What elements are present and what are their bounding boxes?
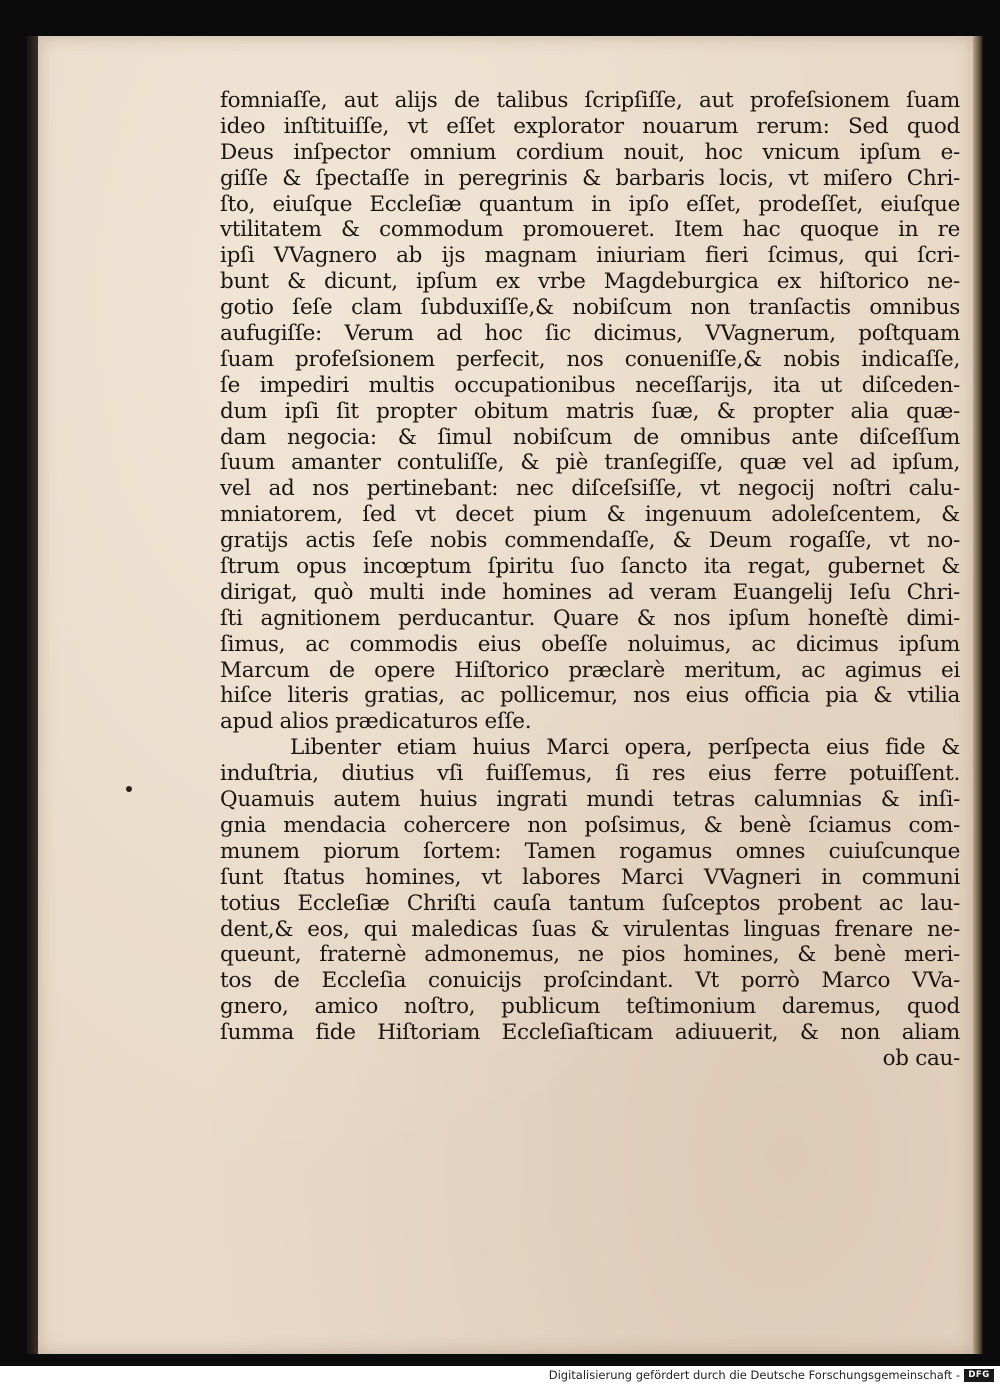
page-text xyxy=(220,88,960,1072)
text-line: dam negocia: & ſimul nobiſcum de omnibus ante diſceſſum xyxy=(220,424,960,450)
text-line: totius Eccleſiæ Chriſti cauſa tantum ſuſceptos probent ac lau- xyxy=(220,890,960,916)
text-line: apud alios prædicaturos eſſe. xyxy=(220,709,532,735)
text-line: Deus inſpector omnium cordium nouit, hoc vnicum ipſum e- xyxy=(220,139,960,165)
text-line: induſtria, diutius vſi fuiſſemus, ſi res eius ferre potuiſſent. xyxy=(220,761,960,787)
page-right-edge xyxy=(973,36,983,1354)
page-left-edge xyxy=(26,36,38,1354)
text-line: hiſce literis gratias, ac pollicemur, nos eius officia pia & vtilia xyxy=(220,683,960,709)
text-line: ipſi VVagnero ab ijs magnam iniuriam fieri ſcimus, qui ſcri- xyxy=(220,243,960,269)
text-line: ſuum amanter contuliſſe, & piè tranſegiſſe, quæ vel ad ipſum, xyxy=(220,450,960,476)
text-line: ſe impediri multis occupationibus neceſſarijs, ita ut diſceden- xyxy=(220,372,960,398)
ink-spot xyxy=(126,786,132,792)
footer-bar xyxy=(0,1366,1000,1386)
catchword: ob cau- xyxy=(882,1045,960,1071)
text-line: aufugiſſe: Verum ad hoc ſic dicimus, VVagnerum, poſtquam xyxy=(220,321,960,347)
text-line: fomniaſſe, aut alijs de talibus ſcripſiſſe, aut profeſsionem ſuam xyxy=(220,88,960,113)
text-line: vel ad nos pertinebant: nec diſceſsiſſe, vt negocij noſtri calu- xyxy=(220,476,960,502)
paragraph-start-line: Libenter etiam huius Marci opera, perſpecta eius fide & xyxy=(290,735,960,761)
footer-credit: Digitalisierung gefördert durch die Deutsche Forschungsgemeinschaft - xyxy=(548,1368,960,1382)
text-line: ſumma fide Hiſtoriam Eccleſiaſticam adiuuerit, & non aliam xyxy=(220,1020,960,1046)
text-line: gnia mendacia cohercere non poſsimus, & benè ſciamus com- xyxy=(220,812,960,838)
text-line: ſuam profeſsionem perfecit, nos conueniſſe,& nobis indicaſſe, xyxy=(220,346,960,372)
text-line: gotio ſeſe clam ſubduxiſſe,& nobiſcum non tranſactis omnibus xyxy=(220,295,960,321)
text-line: ſti agnitionem perducantur. Quare & nos ipſum honeſtè dimi- xyxy=(220,605,960,631)
text-line: ſtrum opus incœptum ſpiritu ſuo ſancto ita regat, gubernet & xyxy=(220,554,960,580)
text-line: ideo inſtituiſſe, vt eſſet explorator nouarum rerum: Sed quod xyxy=(220,113,960,139)
text-line: gratijs actis ſeſe nobis commendaſſe, & Deum rogaſſe, vt no- xyxy=(220,528,960,554)
text-line: mniatorem, ſed vt decet pium & ingenuum adoleſcentem, & xyxy=(220,502,960,528)
text-line: tos de Eccleſia conuicijs proſcindant. Vt porrò Marco VVa- xyxy=(220,968,960,994)
text-line: gnero, amico noſtro, publicum teſtimonium daremus, quod xyxy=(220,994,960,1020)
text-line: ſimus, ac commodis eius obeſſe noluimus, ac dicimus ipſum xyxy=(220,631,960,657)
text-line: Quamuis autem huius ingrati mundi tetras calumnias & inſi- xyxy=(220,787,960,813)
text-line: bunt & dicunt, ipſum ex vrbe Magdeburgica ex hiſtorico ne- xyxy=(220,269,960,295)
text-line: ſto, eiuſque Eccleſiæ quantum in ipſo eſſet, prodeſſet, eiuſque xyxy=(220,191,960,217)
text-line: dum ipſi ſit propter obitum matris ſuæ, & propter alia quæ- xyxy=(220,398,960,424)
text-line: vtilitatem & commodum promoueret. Item hac quoque in re xyxy=(220,217,960,243)
text-line: giſſe & ſpectaſſe in peregrinis & barbaris locis, vt miſero Chri- xyxy=(220,165,960,191)
text-line: ſunt ſtatus homines, vt labores Marci VVagneri in communi xyxy=(220,864,960,890)
text-line: dent,& eos, qui maledicas ſuas & virulentas linguas frenare ne- xyxy=(220,916,960,942)
text-line: munem piorum ſortem: Tamen rogamus omnes cuiuſcunque xyxy=(220,838,960,864)
text-line: dirigat, quò multi inde homines ad veram Euangelij Ieſu Chri- xyxy=(220,579,960,605)
dfg-logo-icon: DFG xyxy=(964,1369,994,1382)
text-line: Marcum de opere Hiſtorico præclarè meritum, ac agimus ei xyxy=(220,657,960,683)
text-line: queunt, fraternè admonemus, ne pios homines, & benè meri- xyxy=(220,942,960,968)
